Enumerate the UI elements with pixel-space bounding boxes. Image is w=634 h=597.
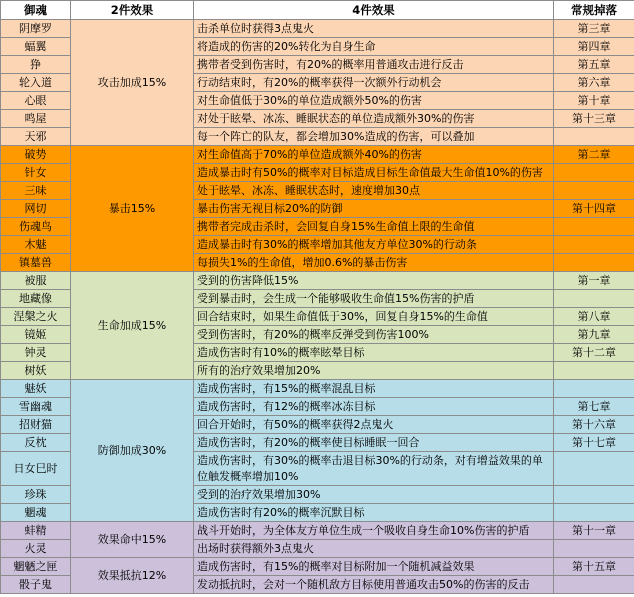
mitama-name: 蝠翼 xyxy=(1,38,71,56)
drop-chapter xyxy=(554,290,634,308)
header-name: 御魂 xyxy=(1,1,71,20)
set4-effect: 造成伤害时，有12%的概率冰冻目标 xyxy=(194,398,554,416)
set4-effect: 造成伤害时，有15%的概率对目标附加一个随机减益效果 xyxy=(194,558,554,576)
drop-chapter: 第十六章 xyxy=(554,416,634,434)
drop-chapter: 第二章 xyxy=(554,146,634,164)
set4-effect: 造成暴击时有50%的概率对目标造成目标生命值最大生命值10%的伤害 xyxy=(194,164,554,182)
mitama-name: 三味 xyxy=(1,182,71,200)
drop-chapter xyxy=(554,254,634,272)
set4-effect: 每损失1%的生命值，增加0.6%的暴击伤害 xyxy=(194,254,554,272)
set2-effect: 防御加成30% xyxy=(71,380,194,522)
set4-effect: 受到暴击时，会生成一个能够吸收生命值15%伤害的护盾 xyxy=(194,290,554,308)
mitama-name: 珍珠 xyxy=(1,486,71,504)
drop-chapter xyxy=(554,218,634,236)
header-set4: 4件效果 xyxy=(194,1,554,20)
drop-chapter: 第六章 xyxy=(554,74,634,92)
table-row xyxy=(1,558,634,576)
set4-effect: 出场时获得额外3点鬼火 xyxy=(194,540,554,558)
set4-effect: 战斗开始时，为全体友方单位生成一个吸收自身生命10%伤害的护盾 xyxy=(194,522,554,540)
drop-chapter: 第十章 xyxy=(554,92,634,110)
table-row xyxy=(1,20,634,38)
drop-chapter: 第一章 xyxy=(554,272,634,290)
drop-chapter: 第五章 xyxy=(554,56,634,74)
header-drop: 常规掉落 xyxy=(554,1,634,20)
table-row xyxy=(1,272,634,290)
mitama-name: 轮入道 xyxy=(1,74,71,92)
drop-chapter xyxy=(554,540,634,558)
set4-effect: 回合结束时，如果生命值低于30%，回复自身15%的生命值 xyxy=(194,308,554,326)
mitama-name: 被服 xyxy=(1,272,71,290)
set2-effect: 暴击15% xyxy=(71,146,194,272)
mitama-name: 鸣屋 xyxy=(1,110,71,128)
mitama-name: 树妖 xyxy=(1,362,71,380)
drop-chapter: 第十一章 xyxy=(554,522,634,540)
set4-effect: 击杀单位时获得3点鬼火 xyxy=(194,20,554,38)
set4-effect: 受到伤害时，有20%的概率反弹受到伤害100% xyxy=(194,326,554,344)
set4-effect: 暴击伤害无视目标20%的防御 xyxy=(194,200,554,218)
set4-effect: 对生命值高于70%的单位造成额外40%的伤害 xyxy=(194,146,554,164)
drop-chapter xyxy=(554,128,634,146)
mitama-name: 招财猫 xyxy=(1,416,71,434)
drop-chapter xyxy=(554,164,634,182)
set4-effect: 将造成的伤害的20%转化为自身生命 xyxy=(194,38,554,56)
set4-effect: 发动抵抗时，会对一个随机敌方目标使用普通攻击50%的伤害的反击 xyxy=(194,576,554,594)
set4-effect: 对处于眩晕、冰冻、睡眠状态的单位造成额外30%的伤害 xyxy=(194,110,554,128)
mitama-name: 钟灵 xyxy=(1,344,71,362)
mitama-name: 狰 xyxy=(1,56,71,74)
mitama-name: 心眼 xyxy=(1,92,71,110)
drop-chapter: 第三章 xyxy=(554,20,634,38)
drop-chapter: 第十七章 xyxy=(554,434,634,452)
drop-chapter xyxy=(554,452,634,486)
drop-chapter: 第十五章 xyxy=(554,558,634,576)
set4-effect: 对生命值低于30%的单位造成额外50%的伤害 xyxy=(194,92,554,110)
set4-effect: 造成伤害时，有20%的概率使目标睡眠一回合 xyxy=(194,434,554,452)
drop-chapter: 第八章 xyxy=(554,308,634,326)
mitama-name: 针女 xyxy=(1,164,71,182)
drop-chapter: 第十三章 xyxy=(554,110,634,128)
drop-chapter: 第十四章 xyxy=(554,200,634,218)
mitama-name: 破势 xyxy=(1,146,71,164)
drop-chapter xyxy=(554,182,634,200)
set4-effect: 造成伤害时，有30%的概率击退目标30%的行动条，对有增益效果的单位触发概率增加10% xyxy=(194,452,554,486)
set4-effect: 受到的治疗效果增加30% xyxy=(194,486,554,504)
mitama-name: 魅妖 xyxy=(1,380,71,398)
mitama-name: 魍魉之匣 xyxy=(1,558,71,576)
set2-effect: 效果抵抗12% xyxy=(71,558,194,594)
drop-chapter: 第九章 xyxy=(554,326,634,344)
mitama-name: 地藏像 xyxy=(1,290,71,308)
drop-chapter xyxy=(554,236,634,254)
mitama-name: 镇墓兽 xyxy=(1,254,71,272)
mitama-name: 日女巳时 xyxy=(1,452,71,486)
drop-chapter: 第十二章 xyxy=(554,344,634,362)
mitama-name: 魍魂 xyxy=(1,504,71,522)
mitama-name: 镜姬 xyxy=(1,326,71,344)
mitama-name: 雪幽魂 xyxy=(1,398,71,416)
mitama-name: 反枕 xyxy=(1,434,71,452)
table-row xyxy=(1,380,634,398)
mitama-name: 木魅 xyxy=(1,236,71,254)
mitama-name: 阴摩罗 xyxy=(1,20,71,38)
drop-chapter xyxy=(554,362,634,380)
set4-effect: 造成暴击时有30%的概率增加其他友方单位30%的行动条 xyxy=(194,236,554,254)
set2-effect: 生命加成15% xyxy=(71,272,194,380)
set2-effect: 攻击加成15% xyxy=(71,20,194,146)
drop-chapter xyxy=(554,576,634,594)
set2-effect: 效果命中15% xyxy=(71,522,194,558)
table-body xyxy=(1,20,634,594)
set4-effect: 造成伤害时有10%的概率眩晕目标 xyxy=(194,344,554,362)
drop-chapter xyxy=(554,380,634,398)
set4-effect: 造成伤害时有20%的概率沉默目标 xyxy=(194,504,554,522)
drop-chapter: 第七章 xyxy=(554,398,634,416)
set4-effect: 受到的伤害降低15% xyxy=(194,272,554,290)
set4-effect: 所有的治疗效果增加20% xyxy=(194,362,554,380)
set4-effect: 造成伤害时，有15%的概率混乱目标 xyxy=(194,380,554,398)
header-set2: 2件效果 xyxy=(71,1,194,20)
table-row xyxy=(1,146,634,164)
mitama-name: 骰子鬼 xyxy=(1,576,71,594)
mitama-name: 网切 xyxy=(1,200,71,218)
mitama-name: 伤魂鸟 xyxy=(1,218,71,236)
mitama-name: 火灵 xyxy=(1,540,71,558)
set4-effect: 回合开始时，有50%的概率获得2点鬼火 xyxy=(194,416,554,434)
set4-effect: 处于眩晕、冰冻、睡眠状态时，速度增加30点 xyxy=(194,182,554,200)
set4-effect: 携带者受到伤害时，有20%的概率用普通攻击进行反击 xyxy=(194,56,554,74)
drop-chapter: 第四章 xyxy=(554,38,634,56)
mitama-name: 蚌精 xyxy=(1,522,71,540)
set4-effect: 携带者完成击杀时，会回复自身15%生命值上限的生命值 xyxy=(194,218,554,236)
table-row xyxy=(1,522,634,540)
drop-chapter xyxy=(554,486,634,504)
mitama-name: 天邪 xyxy=(1,128,71,146)
mitama-name: 涅槃之火 xyxy=(1,308,71,326)
set4-effect: 每一个阵亡的队友，都会增加30%造成的伤害，可以叠加 xyxy=(194,128,554,146)
drop-chapter xyxy=(554,504,634,522)
set4-effect: 行动结束时，有20%的概率获得一次额外行动机会 xyxy=(194,74,554,92)
header-row xyxy=(1,1,634,20)
